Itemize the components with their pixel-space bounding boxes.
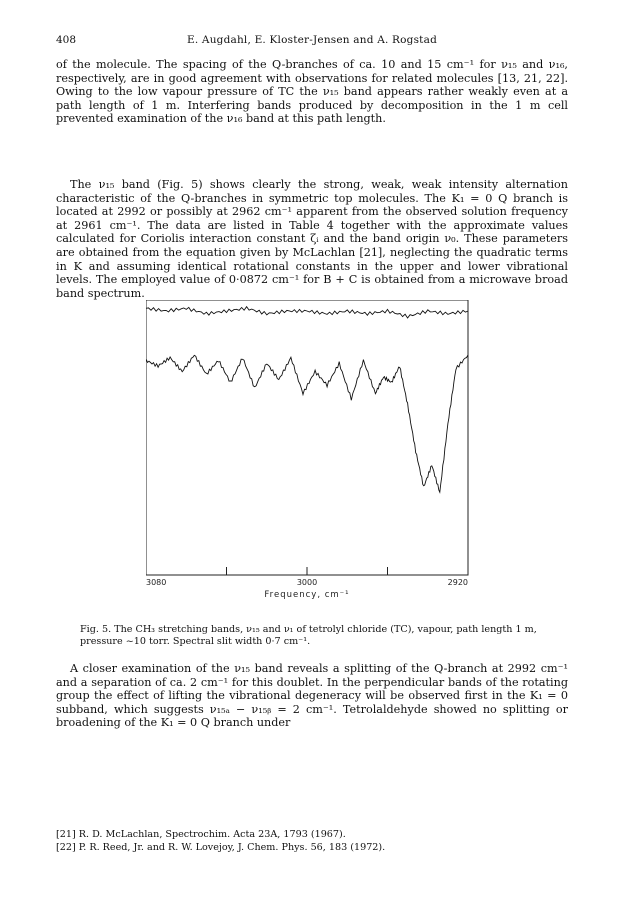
spectrum-trace-line (146, 355, 468, 492)
upper-trace-line (146, 307, 468, 318)
x-tick-label: 3000 (296, 578, 318, 587)
plot-frame (146, 300, 468, 575)
x-axis-title: Frequency, cm⁻¹ (264, 590, 350, 600)
running-head: E. Augdahl, E. Kloster-Jensen and A. Rogstad (186, 34, 437, 46)
page-number: 408 (56, 34, 77, 46)
page-header (56, 34, 568, 48)
x-tick-label: 3080 (146, 578, 167, 587)
paragraph-3: A closer examination of the ν₁₅ band reveals a splitting of the Q-branch at 2992 cm⁻¹ and a separation of ca. 2 cm⁻¹ for this doublet. In the perpendicular bands of the rotating group the effect of lifting the vibrational degeneracy will be observed first in the K₁ = 0 subband, which suggests ν₁₅ₐ − ν₁₅ᵦ = 2 cm⁻¹. Tetrolaldehyde showed no splitting or broadening of the K₁ = 0 Q branch under (56, 662, 568, 730)
spectrum-chart (146, 300, 478, 600)
x-tick-label: 2920 (447, 578, 468, 587)
references (56, 828, 568, 854)
figure-5 (146, 300, 478, 600)
figure-caption: Fig. 5. The CH₃ stretching bands, ν₁₅ and ν₁ of tetrolyl chloride (TC), vapour, path length 1 m, pressure ~10 torr. Spectral slit width 0·7 cm⁻¹. (80, 624, 537, 647)
reference-22: [22] P. R. Reed, Jr. and R. W. Lovejoy, J. Chem. Phys. 56, 183 (1972). (56, 842, 386, 853)
reference-21: [21] R. D. McLachlan, Spectrochim. Acta 23A, 1793 (1967). (56, 829, 346, 840)
paragraph-1: of the molecule. The spacing of the Q-branches of ca. 10 and 15 cm⁻¹ for ν₁₅ and ν₁₆, respectively, are in good agreement with observations for related molecules [13, 21, 22]. Owing to the low vapour pressure of TC the ν₁₅ band appears rather weakly even at a path length of 1 m. Interfering bands produced by decomposition in the 1 m cell prevented examination of the ν₁₆ band at this path length. (56, 58, 568, 126)
paragraph-2: The ν₁₅ band (Fig. 5) shows clearly the strong, weak, weak intensity alternation characteristic of the Q-branches in symmetric top molecules. The K₁ = 0 Q branch is located at 2992 or possibly at 2962 cm⁻¹ apparent from the observed solution frequency at 2961 cm⁻¹. The data are listed in Table 4 together with the approximate values calculated for Coriolis interaction constant ζᵢ and the band origin ν₀. These parameters are obtained from the equation given by McLachlan [21], neglecting the quadratic terms in K and assuming identical rotational constants in the upper and lower vibrational levels. The employed value of 0·0872 cm⁻¹ for B + C is obtained from a microwave broad band spectrum. (56, 178, 568, 300)
